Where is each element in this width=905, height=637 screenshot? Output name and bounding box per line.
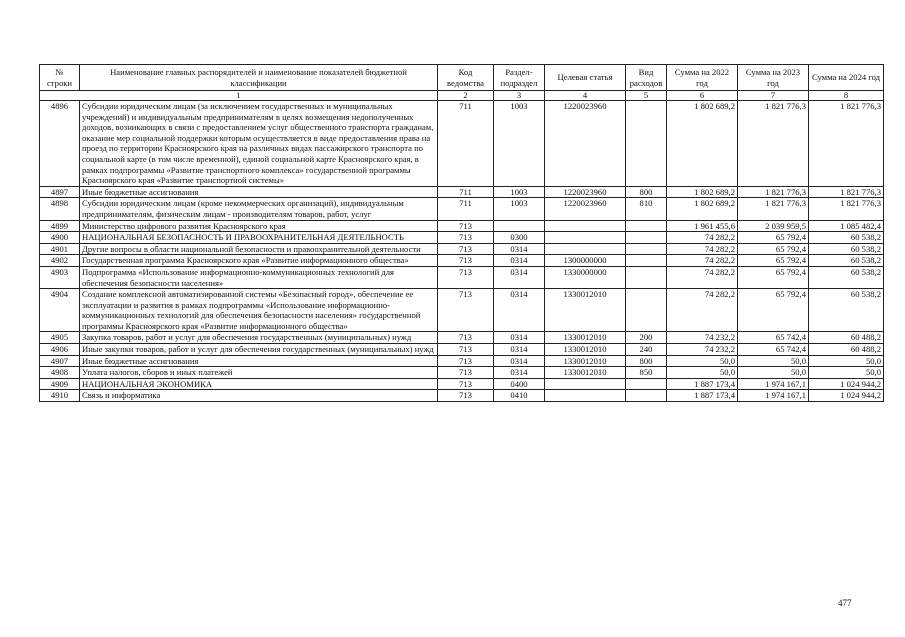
row-name: Закупка товаров, работ и услуг для обеспечения государственных (муниципальных) нужд — [80, 332, 438, 344]
row-dept-code: 711 — [438, 186, 494, 198]
header-name: Наименование главных распорядителей и наименование показателей бюджетной классификации — [80, 65, 438, 91]
row-section-code: 0314 — [494, 289, 545, 332]
row-section-code: 1003 — [494, 186, 545, 198]
table-row — [40, 266, 884, 288]
row-sum-2022: 50,0 — [667, 355, 738, 367]
row-sum-2024: 50,0 — [809, 355, 884, 367]
header-exptype: Вид расходов — [626, 65, 667, 91]
row-expense-type: 800 — [626, 355, 667, 367]
row-expense-type: 200 — [626, 332, 667, 344]
row-dept-code: 713 — [438, 243, 494, 255]
row-target-article: 1300000000 — [545, 255, 626, 267]
row-sum-2022: 1 802 689,2 — [667, 186, 738, 198]
row-sum-2022: 1 802 689,2 — [667, 198, 738, 220]
row-expense-type — [626, 289, 667, 332]
row-sum-2023: 65 792,4 — [738, 255, 809, 267]
row-dept-code: 713 — [438, 390, 494, 402]
row-number: 4897 — [40, 186, 80, 198]
row-name: Уплата налогов, сборов и иных платежей — [80, 367, 438, 379]
header-target: Целевая статья — [545, 65, 626, 91]
row-sum-2024: 60 488,2 — [809, 332, 884, 344]
column-index: 5 — [626, 91, 667, 101]
table-row — [40, 378, 884, 390]
row-sum-2023: 1 821 776,3 — [738, 186, 809, 198]
row-name: НАЦИОНАЛЬНАЯ БЕЗОПАСНОСТЬ И ПРАВООХРАНИТЕЛЬНАЯ ДЕЯТЕЛЬНОСТЬ — [80, 232, 438, 244]
row-name: Создание комплексной автоматизированной системы «Безопасный город», обеспечение ее эксплуатации и развития в рамках подпрограммы «Использование информационно-коммуникационных технологий для обеспечения безопасности населения» государственной программы Красноярского края «Развитие информационного общества» — [80, 289, 438, 332]
column-index: 7 — [738, 91, 809, 101]
row-number: 4900 — [40, 232, 80, 244]
row-number: 4906 — [40, 344, 80, 356]
header-y2024: Сумма на 2024 год — [809, 65, 884, 91]
row-target-article: 1330012010 — [545, 367, 626, 379]
row-name: НАЦИОНАЛЬНАЯ ЭКОНОМИКА — [80, 378, 438, 390]
row-name: Министерство цифрового развития Красноярского края — [80, 220, 438, 232]
column-index: 2 — [438, 91, 494, 101]
row-section-code: 1003 — [494, 198, 545, 220]
row-sum-2022: 1 802 689,2 — [667, 101, 738, 187]
row-expense-type — [626, 220, 667, 232]
row-sum-2023: 1 974 167,1 — [738, 390, 809, 402]
row-sum-2023: 65 792,4 — [738, 266, 809, 288]
row-sum-2023: 65 792,4 — [738, 243, 809, 255]
row-sum-2023: 65 742,4 — [738, 344, 809, 356]
column-index: 1 — [40, 91, 438, 101]
header-section: Раздел-подраздел — [494, 65, 545, 91]
row-number: 4905 — [40, 332, 80, 344]
row-name: Субсидии юридическим лицам (кроме некоммерческих организаций), индивидуальным предпринимателям, физическим лицам - производителям товаров, работ, услуг — [80, 198, 438, 220]
row-sum-2024: 60 538,2 — [809, 289, 884, 332]
row-sum-2023: 1 821 776,3 — [738, 198, 809, 220]
row-name: Иные закупки товаров, работ и услуг для обеспечения государственных (муниципальных) нужд — [80, 344, 438, 356]
row-sum-2024: 60 538,2 — [809, 243, 884, 255]
row-section-code: 0400 — [494, 378, 545, 390]
row-dept-code: 713 — [438, 344, 494, 356]
table-row — [40, 186, 884, 198]
table-row — [40, 255, 884, 267]
row-target-article: 1330012010 — [545, 344, 626, 356]
row-target-article: 1220023960 — [545, 186, 626, 198]
row-dept-code: 713 — [438, 355, 494, 367]
row-sum-2024: 60 538,2 — [809, 266, 884, 288]
row-target-article — [545, 378, 626, 390]
row-section-code: 0300 — [494, 232, 545, 244]
row-sum-2022: 1 961 455,6 — [667, 220, 738, 232]
row-number: 4902 — [40, 255, 80, 267]
row-dept-code: 713 — [438, 255, 494, 267]
row-target-article — [545, 390, 626, 402]
row-number: 4901 — [40, 243, 80, 255]
row-name: Субсидии юридическим лицам (за исключением государственных и муниципальных учреждений) и индивидуальным предпринимателям в целях возмещения недополученных доходов, возникающих в связи с предоставлением услуг общественного транспорта гражданам, оказание мер социальной поддержки которым осуществляется в виде предоставления права на проезд по территории Красноярского края на различных видах пассажирского транспорта по социальной карте (в том числе временной), единой социальной карте Красноярского края, в рамках подпрограммы «Развитие транспортного комплекса» государственной программы Красноярского края «Развитие транспортной системы» — [80, 101, 438, 187]
row-number: 4903 — [40, 266, 80, 288]
row-name: Связь и информатика — [80, 390, 438, 402]
row-dept-code: 711 — [438, 198, 494, 220]
row-target-article — [545, 243, 626, 255]
row-sum-2022: 50,0 — [667, 367, 738, 379]
row-expense-type: 850 — [626, 367, 667, 379]
row-sum-2024: 1 821 776,3 — [809, 186, 884, 198]
row-section-code: 0314 — [494, 355, 545, 367]
row-number: 4910 — [40, 390, 80, 402]
row-sum-2022: 74 282,2 — [667, 232, 738, 244]
row-number: 4898 — [40, 198, 80, 220]
column-index-row — [40, 91, 884, 101]
row-expense-type: 800 — [626, 186, 667, 198]
row-section-code: 0314 — [494, 266, 545, 288]
table-row — [40, 344, 884, 356]
row-name: Государственная программа Красноярского края «Развитие информационного общества» — [80, 255, 438, 267]
row-number: 4904 — [40, 289, 80, 332]
column-index: 8 — [809, 91, 884, 101]
row-sum-2024: 1 821 776,3 — [809, 101, 884, 187]
row-dept-code: 713 — [438, 332, 494, 344]
row-sum-2022: 74 282,2 — [667, 266, 738, 288]
row-sum-2024: 1 024 944,2 — [809, 378, 884, 390]
row-section-code: 0410 — [494, 390, 545, 402]
table-row — [40, 355, 884, 367]
row-expense-type — [626, 266, 667, 288]
row-sum-2023: 1 821 776,3 — [738, 101, 809, 187]
header-y2023: Сумма на 2023 год — [738, 65, 809, 91]
row-sum-2023: 50,0 — [738, 355, 809, 367]
row-sum-2023: 50,0 — [738, 367, 809, 379]
row-sum-2022: 74 232,2 — [667, 332, 738, 344]
row-sum-2023: 65 792,4 — [738, 232, 809, 244]
table-row — [40, 232, 884, 244]
row-sum-2023: 65 742,4 — [738, 332, 809, 344]
row-expense-type — [626, 255, 667, 267]
row-dept-code: 713 — [438, 266, 494, 288]
row-dept-code: 713 — [438, 232, 494, 244]
row-number: 4896 — [40, 101, 80, 187]
row-target-article: 1330012010 — [545, 355, 626, 367]
row-sum-2022: 1 887 173,4 — [667, 390, 738, 402]
row-target-article: 1330012010 — [545, 289, 626, 332]
row-sum-2022: 74 282,2 — [667, 255, 738, 267]
row-expense-type — [626, 101, 667, 187]
row-name: Другие вопросы в области национальной безопасности и правоохранительной деятельности — [80, 243, 438, 255]
row-sum-2023: 2 039 959,5 — [738, 220, 809, 232]
row-number: 4908 — [40, 367, 80, 379]
row-dept-code: 713 — [438, 289, 494, 332]
table-row — [40, 367, 884, 379]
row-section-code: 0314 — [494, 344, 545, 356]
row-dept-code: 713 — [438, 367, 494, 379]
row-sum-2024: 60 538,2 — [809, 255, 884, 267]
table-row — [40, 198, 884, 220]
row-sum-2024: 50,0 — [809, 367, 884, 379]
row-expense-type: 240 — [626, 344, 667, 356]
row-expense-type — [626, 390, 667, 402]
row-target-article: 1330012010 — [545, 332, 626, 344]
row-dept-code: 711 — [438, 101, 494, 187]
page-number: 477 — [838, 598, 852, 608]
table-row — [40, 220, 884, 232]
row-section-code: 0314 — [494, 243, 545, 255]
row-dept-code: 713 — [438, 378, 494, 390]
header-dept: Код ведомства — [438, 65, 494, 91]
row-sum-2022: 74 282,2 — [667, 289, 738, 332]
row-expense-type — [626, 243, 667, 255]
table-row — [40, 289, 884, 332]
row-sum-2024: 60 538,2 — [809, 232, 884, 244]
row-expense-type — [626, 378, 667, 390]
row-sum-2024: 1 085 482,4 — [809, 220, 884, 232]
column-index: 6 — [667, 91, 738, 101]
row-number: 4907 — [40, 355, 80, 367]
row-target-article: 1220023960 — [545, 198, 626, 220]
row-expense-type — [626, 232, 667, 244]
budget-table — [39, 64, 884, 402]
row-target-article: 1330000000 — [545, 266, 626, 288]
row-sum-2024: 1 821 776,3 — [809, 198, 884, 220]
row-number: 4909 — [40, 378, 80, 390]
row-sum-2023: 1 974 167,1 — [738, 378, 809, 390]
row-target-article: 1220023960 — [545, 101, 626, 187]
row-sum-2022: 74 282,2 — [667, 243, 738, 255]
row-dept-code: 713 — [438, 220, 494, 232]
row-name: Иные бюджетные ассигнования — [80, 186, 438, 198]
row-section-code: 1003 — [494, 101, 545, 187]
header-row — [40, 65, 884, 91]
header-y2022: Сумма на 2022 год — [667, 65, 738, 91]
row-section-code — [494, 220, 545, 232]
header-num: № строки — [40, 65, 80, 91]
row-sum-2024: 1 024 944,2 — [809, 390, 884, 402]
row-section-code: 0314 — [494, 332, 545, 344]
table-row — [40, 332, 884, 344]
row-sum-2024: 60 488,2 — [809, 344, 884, 356]
row-expense-type: 810 — [626, 198, 667, 220]
row-sum-2023: 65 792,4 — [738, 289, 809, 332]
row-target-article — [545, 232, 626, 244]
row-sum-2022: 1 887 173,4 — [667, 378, 738, 390]
row-target-article — [545, 220, 626, 232]
table-row — [40, 101, 884, 187]
column-index: 3 — [494, 91, 545, 101]
row-section-code: 0314 — [494, 255, 545, 267]
row-number: 4899 — [40, 220, 80, 232]
column-index: 4 — [545, 91, 626, 101]
row-section-code: 0314 — [494, 367, 545, 379]
row-sum-2022: 74 232,2 — [667, 344, 738, 356]
table-row — [40, 390, 884, 402]
row-name: Подпрограмма «Использование информационно-коммуникационных технологий для обеспечения безопасности населения» — [80, 266, 438, 288]
table-row — [40, 243, 884, 255]
row-name: Иные бюджетные ассигнования — [80, 355, 438, 367]
